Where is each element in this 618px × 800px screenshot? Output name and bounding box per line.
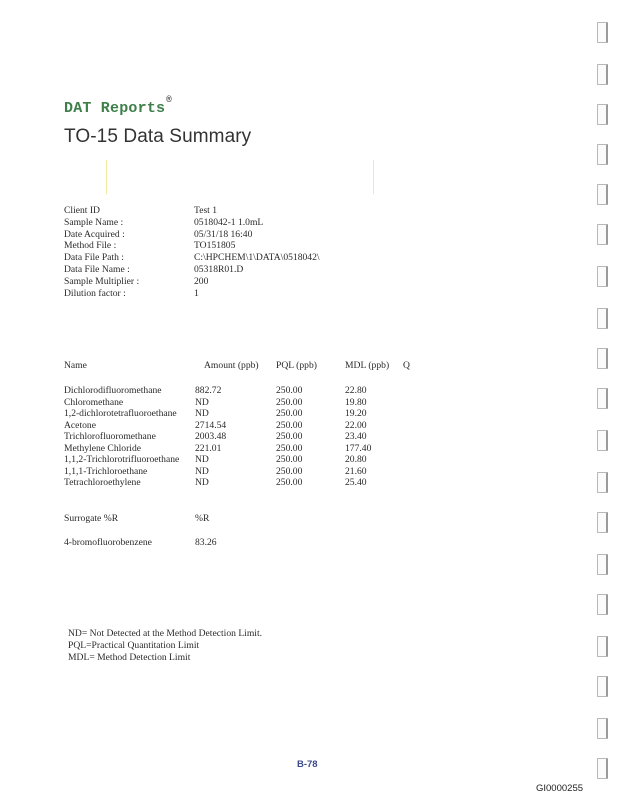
document-id: GI0000255 [536, 783, 584, 794]
pql-value: 250.00 [276, 431, 303, 442]
pql-value: 250.00 [276, 385, 303, 396]
table-row [64, 443, 424, 455]
pql-value: 250.00 [276, 454, 303, 465]
compound-name: Methylene Chloride [64, 442, 141, 454]
pql-value: 250.00 [276, 408, 303, 419]
page-title: TO-15 Data Summary [64, 126, 252, 147]
mdl-value: 177.40 [345, 442, 372, 454]
meta-key: Data File Path : [64, 252, 124, 264]
meta-value: 05318R01.D [194, 263, 244, 275]
binder-tab [597, 512, 608, 533]
table-row [64, 408, 424, 420]
compound-name: 1,1,2-Trichlorotrifluoroethane [64, 454, 180, 465]
meta-value: Test 1 [194, 205, 218, 216]
meta-row [64, 217, 384, 229]
amount-value: ND [195, 465, 209, 477]
binder-tab [597, 266, 608, 287]
surrogate-value: 83.26 [195, 537, 217, 548]
table-row [64, 420, 424, 432]
amount-value: ND [195, 408, 209, 419]
compound-name: 1,1,1-Trichloroethane [64, 465, 148, 477]
binder-tab [597, 594, 608, 615]
sample-metadata [64, 205, 384, 299]
meta-row [64, 205, 384, 217]
compound-name: Trichlorofluoromethane [64, 431, 156, 442]
footnotes [68, 628, 262, 664]
surrogate-compound: 4-bromofluorobenzene [64, 537, 152, 548]
footnote: ND= Not Detected at the Method Detection Limit. [68, 628, 263, 639]
binder-tab [597, 224, 608, 245]
amount-value: 2714.54 [195, 419, 227, 431]
binder-tab [597, 554, 608, 575]
meta-value: C:\HPCHEM\1\DATA\0518042\ [194, 252, 320, 264]
meta-key: Client ID [64, 205, 100, 216]
pql-value: 250.00 [276, 465, 303, 477]
pql-value: 250.00 [276, 477, 303, 488]
meta-value: 200 [194, 275, 209, 287]
scan-mark [106, 160, 107, 194]
header-mdl: MDL (ppb) [345, 360, 390, 371]
binder-tab [597, 64, 608, 85]
meta-key: Sample Name : [64, 216, 124, 228]
binder-tab [597, 144, 608, 165]
mdl-value: 21.60 [345, 465, 367, 477]
meta-row [64, 240, 384, 252]
meta-key: Data File Name : [64, 263, 130, 275]
table-header [64, 360, 424, 374]
meta-row [64, 229, 384, 241]
mdl-value: 23.40 [345, 431, 367, 442]
meta-row [64, 252, 384, 264]
meta-value: 1 [194, 287, 199, 299]
surrogate-label: Surrogate %R [64, 513, 119, 524]
meta-key: Date Acquired : [64, 228, 125, 240]
meta-value: 05/31/18 16:40 [194, 228, 253, 240]
meta-key: Sample Multiplier : [64, 275, 140, 287]
amount-value: 882.72 [195, 385, 222, 396]
header-q: Q [403, 360, 410, 371]
compound-name: Chloromethane [64, 396, 124, 408]
table-row [64, 385, 424, 397]
pql-value: 250.00 [276, 442, 303, 454]
binder-tab [597, 348, 608, 369]
compound-name: 1,2-dichlorotetrafluoroethane [64, 408, 177, 419]
binder-tab [597, 758, 608, 779]
table-row [64, 431, 424, 443]
surrogate-column: %R [195, 513, 210, 524]
binder-tab [597, 104, 608, 125]
binder-tab [597, 676, 608, 697]
table-row [64, 397, 424, 409]
amount-value: 2003.48 [195, 431, 227, 442]
mdl-value: 22.00 [345, 419, 367, 431]
mdl-value: 19.20 [345, 408, 367, 419]
binder-tab [597, 636, 608, 657]
pql-value: 250.00 [276, 396, 303, 408]
header-name: Name [64, 360, 87, 371]
mdl-value: 25.40 [345, 477, 367, 488]
pql-value: 250.00 [276, 419, 303, 431]
table-row [64, 477, 424, 489]
meta-key: Method File : [64, 240, 117, 252]
mdl-value: 20.80 [345, 454, 367, 465]
meta-row [64, 276, 384, 288]
table-body [64, 385, 424, 489]
page-number: B-78 [297, 759, 318, 770]
brand-name: DAT Reports [64, 100, 166, 117]
binder-tab [597, 472, 608, 493]
scan-mark [373, 160, 374, 194]
footnote: MDL= Method Detection Limit [68, 652, 191, 663]
amount-value: 221.01 [195, 442, 222, 454]
amount-value: ND [195, 477, 209, 488]
binder-tab [597, 388, 608, 409]
registered-mark: ® [166, 95, 172, 105]
amount-value: ND [195, 454, 209, 465]
table-row [64, 466, 424, 478]
header-pql: PQL (ppb) [276, 360, 317, 371]
compound-name: Dichlorodifluoromethane [64, 385, 162, 396]
meta-value: 0518042-1 1.0mL [194, 216, 264, 228]
table-row [64, 454, 424, 466]
mdl-value: 19.80 [345, 396, 367, 408]
binder-tab [597, 718, 608, 739]
meta-row [64, 288, 384, 300]
brand-logo [64, 95, 172, 117]
binder-tab [597, 22, 608, 43]
meta-value: TO151805 [194, 240, 236, 252]
binder-tab [597, 430, 608, 451]
amount-value: ND [195, 396, 209, 408]
header-amount: Amount (ppb) [204, 360, 259, 371]
meta-key: Dilution factor : [64, 287, 126, 299]
results-table [64, 360, 424, 488]
compound-name: Acetone [64, 419, 96, 431]
binder-tab [597, 308, 608, 329]
footnote: PQL=Practical Quantitation Limit [68, 640, 200, 651]
meta-row [64, 264, 384, 276]
mdl-value: 22.80 [345, 385, 367, 396]
compound-name: Tetrachloroethylene [64, 477, 141, 488]
binder-tab [597, 184, 608, 205]
